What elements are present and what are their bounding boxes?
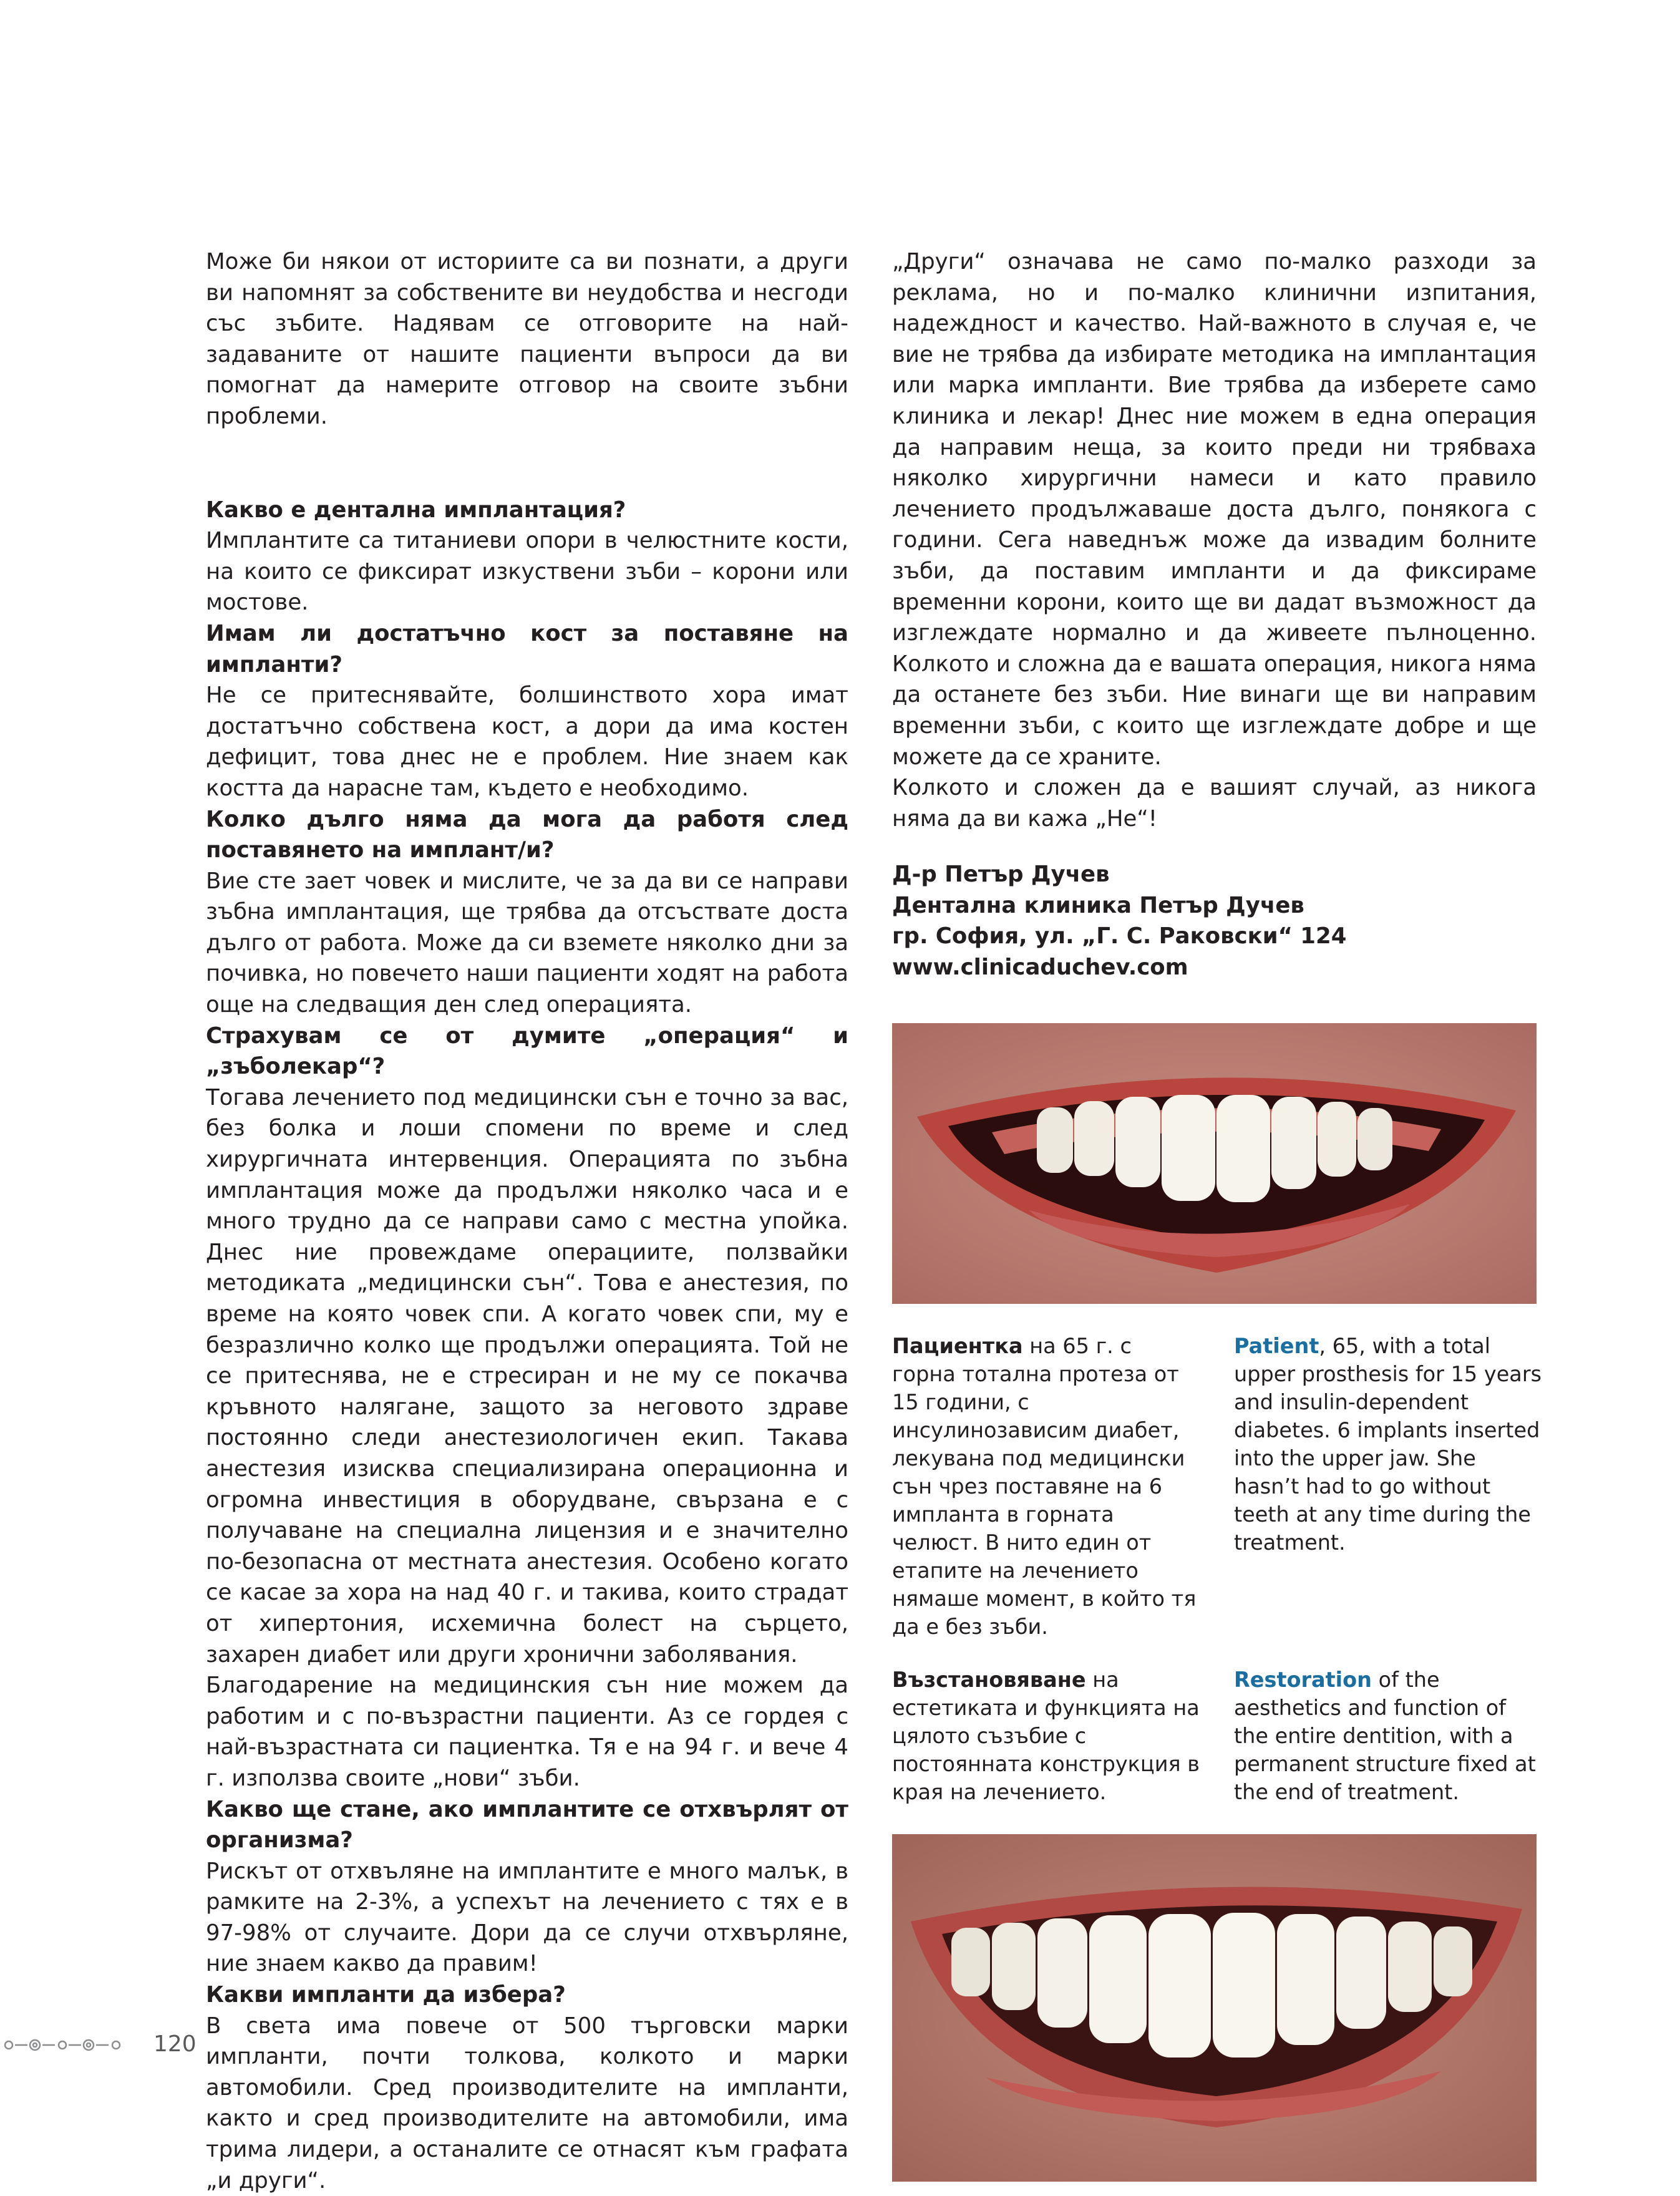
caption-lead: Patient: [1234, 1334, 1319, 1358]
author-name: Д-р Петър Дучев: [892, 862, 1110, 888]
clinic-name: Дентална клиника Петър Дучев: [892, 892, 1304, 918]
answer-paragraph: Не се притеснявайте, болшинството хора имат достатъчно собствена кост, а дори да има костен дефицит, това днес не е проблем. Ние знаем как костта да нарасне там, където е необходимо.: [206, 683, 848, 801]
answer-paragraph: Вие сте зает човек и мислите, че за да ви се направи зъбна имплантация, ще трябва да отсъствате доста дълго от работа. Може да си вземете няколко дни за почивка, но повечето наши пациенти ходят на работа още на следващия ден след операцията.: [206, 868, 848, 1018]
caption-text: of the aesthetics and function of the entire dentition, with a permanent structure fixed at the end of treatment.: [1234, 1668, 1536, 1804]
intro-paragraph: Може би някои от историите са ви познати, а други ви напомнят за собствените ви неудобства и несгоди със зъбите. Надявам се отговорите на най-задаваните от нашите пациенти въпроси да ви помогнат да намерите отговор на своите зъбни проблеми.: [206, 249, 848, 429]
smile-photo-after-image: [892, 1834, 1537, 2182]
caption-before-en: [1234, 1332, 1543, 1557]
article-right-column: [892, 246, 1537, 983]
page-number: 120: [153, 2031, 197, 2057]
caption-lead: Restoration: [1234, 1668, 1372, 1692]
clinic-website-link[interactable]: www.clinicaduchev.com: [892, 955, 1188, 981]
caption-text: на естетиката и функцията на цялото съзъбие с постоянната конструкция в края на лечението.: [892, 1668, 1200, 1804]
answer-paragraph: Имплантите са титаниеви опори в челюстните кости, на които се фиксират изкуствени зъби – корони или мостове.: [206, 528, 848, 616]
spacer: [892, 834, 1537, 859]
smile-photo-after: [892, 1834, 1537, 2182]
clinic-address: гр. София, ул. „Г. С. Раковски“ 124: [892, 923, 1347, 950]
question-heading: Страхувам се от думите „операция“ и „зъболекар“?: [206, 1023, 848, 1080]
smile-photo-before: [892, 1023, 1537, 1304]
answer-paragraph: В света има повече от 500 търговски марки импланти, почти толкова, колкото и марки автомобили. Сред производителите на импланти, както и сред производителите на автомобили, има трима лидери, а останалите се отнасят към графата „и други“.: [206, 2013, 848, 2194]
question-heading: Какво ще стане, ако имплантите се отхвърлят от организма?: [206, 1796, 848, 1853]
answer-paragraph: Благодарение на медицинския сън ние можем да работим и с по-възрастни пациенти. Аз се гордея с най-възрастната си пациентка. Тя е на 94 г. и вече 4 г. използва своите „нови“ зъби.: [206, 1673, 848, 1791]
ornament-icon: [0, 2034, 137, 2056]
spacer: [206, 432, 848, 495]
body-paragraph: „Други“ означава не само по-малко разходи за реклама, но и по-малко клинични изпитания, надеждност и качество. Най-важното в случая е, че вие не трябва да избирате методика на имплантация или марка импланти. Вие трябва да изберете само клиника и лекар! Днес ние можем в една операция да направим неща, за които преди ни трябваха няколко хирургични намеси и като правило лечението продължаваше доста дълго, понякога с години. Сега наведнъж може да извадим болните зъби, да поставим импланти и да фиксираме временни корони, които ще ви дадат възможност да изглеждате нормално и да живеете пълноценно. Колкото и сложна да е вашата операция, никога няма да останете без зъби. Ние винаги ще ви направим временни зъби, с които ще изглеждате добре и ще можете да се храните.: [892, 249, 1537, 770]
answer-paragraph: Рискът от отхвъляне на имплантите е много малък, в рамките на 2-3%, а успехът на лечението с тях е в 97-98% от случаите. Дори да се случи отхвърляне, ние знаем какво да правим!: [206, 1858, 848, 1977]
caption-after-bg: [892, 1666, 1201, 1806]
caption-text: , 65, with a total upper prosthesis for 15 years and insulin-dependent diabetes. 6 implants inserted into the upper jaw. She hasn’t had to go without teeth at any time during the treatment.: [1234, 1334, 1542, 1555]
question-heading: Какви импланти да избера?: [206, 1982, 566, 2008]
caption-text: на 65 г. с горна тотална протеза от 15 години, с инсулинозависим диабет, лекувана под медицински сън чрез поставяне на 6 импланта в горната челюст. В нито един от етапите на лечението нямаше момент, в който тя да е без зъби.: [892, 1334, 1197, 1639]
caption-after-en: [1234, 1666, 1543, 1806]
caption-lead: Пациентка: [892, 1334, 1023, 1358]
question-heading: Какво е дентална имплантация?: [206, 497, 626, 523]
article-left-column: [206, 246, 848, 2196]
body-paragraph: Колкото и сложен да е вашият случай, аз никога няма да ви кажа „Не“!: [892, 775, 1537, 832]
caption-lead: Възстановяване: [892, 1668, 1086, 1692]
smile-photo-before-image: [892, 1023, 1537, 1304]
answer-paragraph: Тогава лечението под медицински сън е точно за вас, без болка и лоши спомени по време и след хирургичната интервенция. Операцията по зъбна имплантация може да продължи няколко часа и е много трудно да се направи само с местна упойка. Днес ние провеждаме операциите, ползвайки методиката „медицински сън“. Това е анестезия, по време на която човек спи. А когато човек спи, му е безразлично колко ще продължи операцията. Той не се притеснява, не е стресиран и не му се покачва кръвното налягане, защото за неговото здраве постоянно следи анестезиологичен екип. Такава анестезия изисква специализирана операционна и огромна инвестиция в оборудване, свързана е с получаване на специална лицензия и е значително по-безопасна от местната анестезия. Особено когато се касае за хора на над 40 г. и такива, които страдат от хипертония, исхемична болест на сърцето, захарен диабет или други хронични заболявания.: [206, 1084, 848, 1668]
question-heading: Колко дълго няма да мога да работя след поставянето на имплант/и?: [206, 806, 848, 863]
question-heading: Имам ли достатъчно кост за поставяне на импланти?: [206, 620, 848, 678]
caption-before-bg: [892, 1332, 1201, 1641]
